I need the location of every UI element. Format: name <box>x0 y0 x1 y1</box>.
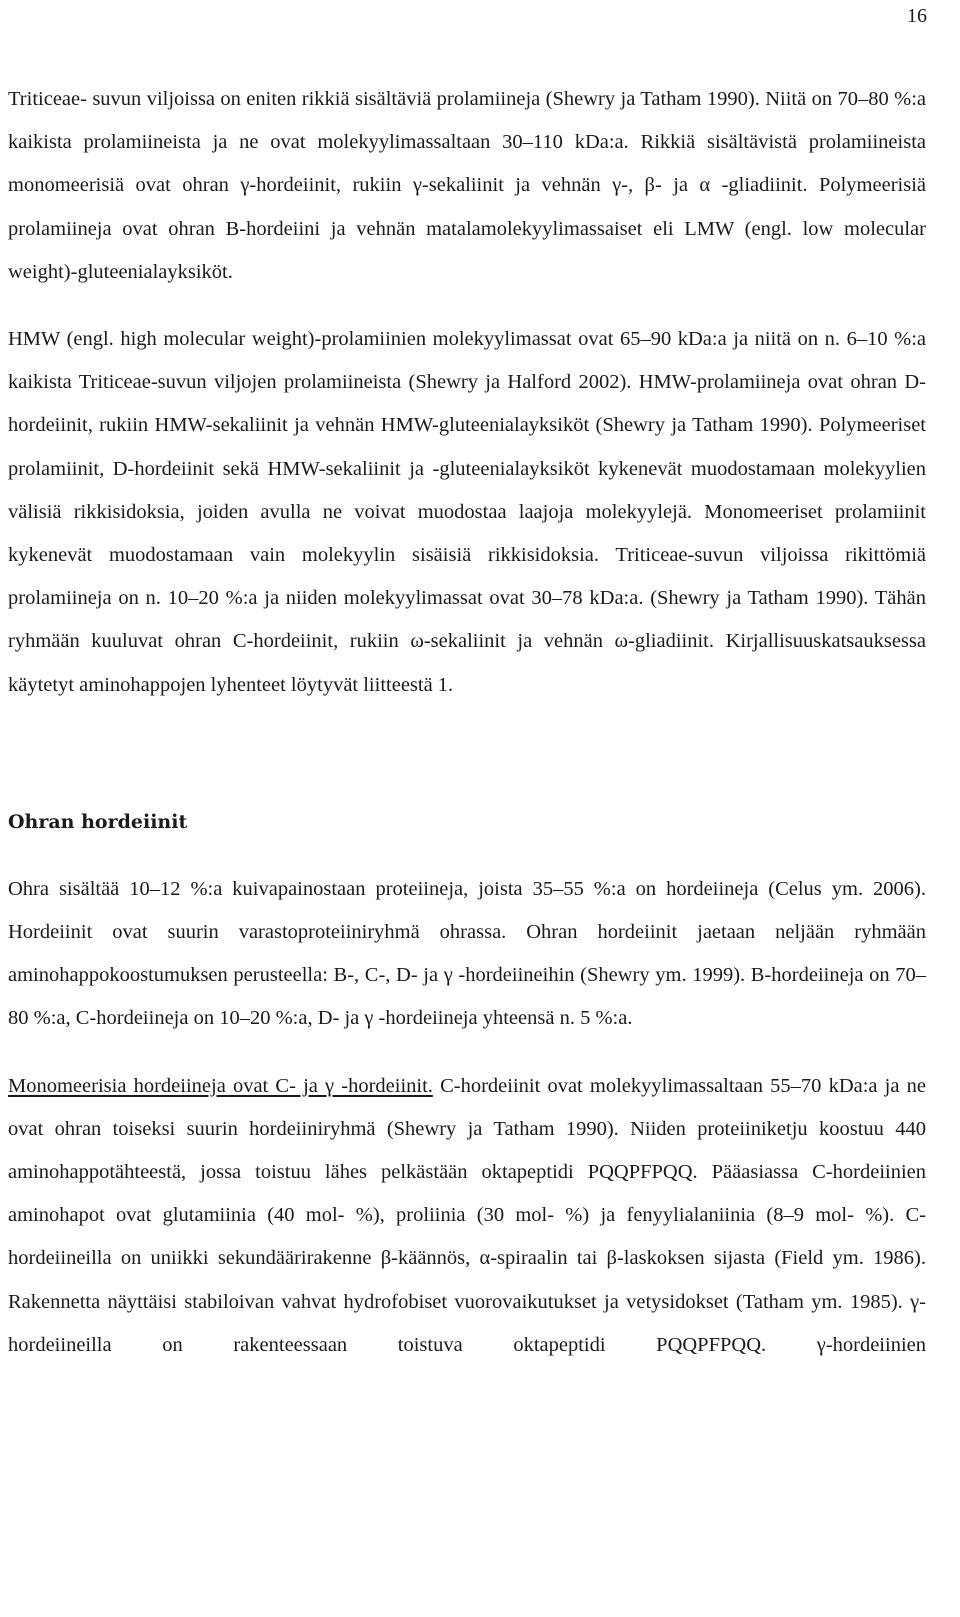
paragraph-gap <box>8 1041 926 1065</box>
section-gap <box>8 707 926 801</box>
paragraph-barley-hordeins: Ohra sisältää 10–12 %:a kuivapainostaan proteiineja, joista 35–55 %:a on hordeiineja (Celus ym. 2006). Hordeiinit ovat suurin varastoproteiiniryhmä ohrassa. Ohran hordeiinit jaetaan neljään ryhmään aminohappokoostumuksen perusteella: B-, C-, D- ja γ -hordeiineihin (Shewry ym. 1999). B-hordeiineja on 70–80 %:a, C-hordeiineja on 10–20 %:a, D- ja γ -hordeiineja yhteensä n. 5 %:a. <box>8 877 926 1030</box>
paragraph-gap <box>8 294 926 318</box>
paragraph-body-text: C-hordeiinit ovat molekyylimassaltaan 55–70 kDa:a ja ne ovat ohran toiseksi suurin hordeiiniryhmä (Shewry ja Tatham 1990). Niiden proteiiniketju koostuu 440 aminohappotähteestä, jossa toistuu lähes pelkästään oktapeptidi PQQPFPQQ. Pääasiassa C-hordeiinien aminohapot ovat glutamiinia (40 mol- %), proliinia (30 mol- %) ja fenyylialaniinia (8–9 mol- %). C-hordeiineilla on uniikki sekundäärirakenne β-käännös, α-spiraalin tai β-laskoksen sijasta (Field ym. 1986). Rakennetta näyttäisi stabiloivan vahvat hydrofobiset vuorovaikutukset ja vetysidokset (Tatham ym. 1985). γ-hordeiineilla on rakenteessaan toistuva oktapeptidi PQQPFPQQ. γ-hordeiinien <box>8 1074 926 1356</box>
paragraph-prolamins-intro: Triticeae- suvun viljoissa on eniten rikkiä sisältäviä prolamiineja (Shewry ja Tatham 1990). Niitä on 70–80 %:a kaikista prolamiineista ja ne ovat molekyylimassaltaan 30–110 kDa:a. Rikkiä sisältävistä prolamiineista monomeerisiä ovat ohran γ-hordeiinit, rukiin γ-sekaliinit ja vehnän γ-, β- ja α -gliadiinit. Polymeerisiä prolamiineja ovat ohran B-hordeiini ja vehnän matalamolekyylimassaiset eli LMW (engl. low molecular weight)-gluteenialayksiköt. <box>8 88 926 283</box>
page-number: 16 <box>907 5 927 27</box>
heading-gap <box>8 844 926 868</box>
paragraph-hmw-prolamins: HMW (engl. high molecular weight)-prolamiinien molekyylimassat ovat 65–90 kDa:a ja niitä on n. 6–10 %:a kaikista Triticeae-suvun viljojen prolamiineista (Shewry ja Halford 2002). HMW-prolamiineja ovat ohran D-hordeiinit, rukiin HMW-sekaliinit ja vehnän HMW-gluteenialayksiköt (Shewry ja Tatham 1990). Polymeeriset prolamiinit, D-hordeiinit sekä HMW-sekaliinit ja -gluteenialayksiköt kykenevät muodostamaan molekyylien välisiä rikkisidoksia, joiden avulla ne voivat muodostaa laajoja molekyylejä. Monomeeriset prolamiinit kykenevät muodostamaan vain molekyylin sisäisiä rikkisidoksia. Triticeae-suvun viljoissa rikittömiä prolamiineja on n. 10–20 %:a ja niiden molekyylimassat ovat 30–78 kDa:a. (Shewry ja Tatham 1990). Tähän ryhmään kuuluvat ohran C-hordeiinit, rukiin ω-sekaliinit ja vehnän ω-gliadiinit. Kirjallisuuskatsauksessa käytetyt aminohappojen lyhenteet löytyvät liitteestä 1. <box>8 328 926 696</box>
section-heading: Ohran hordeiinit <box>8 810 188 833</box>
underlined-lead-sentence: Monomeerisia hordeiineja ovat C- ja γ -hordeiinit. <box>8 1074 433 1097</box>
document-body <box>8 78 926 1367</box>
paragraph-monomeric-hordeins <box>8 1065 926 1367</box>
